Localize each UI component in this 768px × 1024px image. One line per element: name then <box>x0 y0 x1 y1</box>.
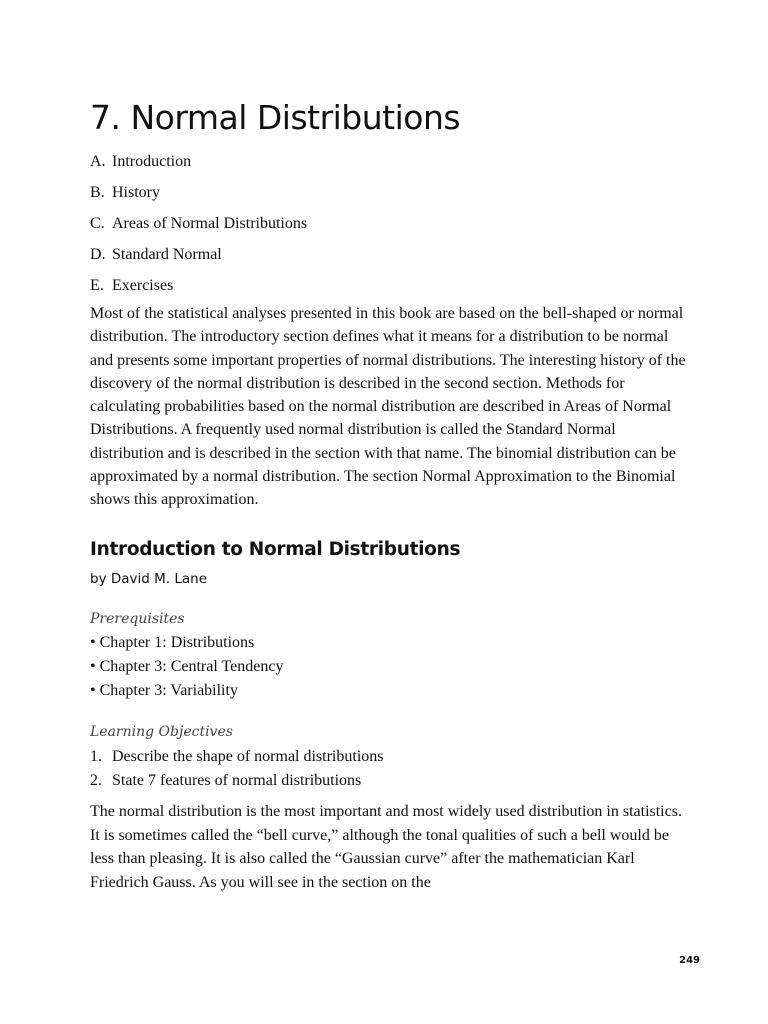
contents-item-label: History <box>112 184 160 201</box>
objective-text: State 7 features of normal distributions <box>112 772 362 789</box>
prerequisite-item: • Chapter 3: Central Tendency <box>90 658 284 675</box>
objective-item <box>90 769 384 793</box>
objective-number: 2. <box>90 772 102 789</box>
contents-item <box>90 212 307 243</box>
contents-item <box>90 181 307 212</box>
prerequisites-heading: Prerequisites <box>90 611 185 627</box>
section-body-paragraph: The normal distribution is the most important and most widely used distribution in statistics. It is sometimes called the “bell curve,” although the tonal qualities of such a bell would be less than pleasing. It is also called the “Gaussian curve” after the mathematician Karl Friedrich Gauss. As you will see in the section on the <box>90 803 682 891</box>
section-heading: Introduction to Normal Distributions <box>90 539 461 560</box>
contents-item <box>90 243 307 274</box>
chapter-title: 7. Normal Distributions <box>90 98 461 137</box>
chapter-contents-list <box>90 150 307 305</box>
chapter-intro-paragraph: Most of the statistical analyses presented in this book are based on the bell-shaped or normal distribution. The introductory section defines what it means for a distribution to be normal and presents some important properties of normal distributions. The interesting history of the discovery of the normal distribution is described in the second section. Methods for calculating probabilities based on the normal distribution are described in Areas of Normal Distributions. A frequently used normal distribution is called the Standard Normal distribution and is described in the section with that name. The binomial distribution can be approximated by a normal distribution. The section Normal Approximation to the Binomial shows this approximation. <box>90 305 686 509</box>
contents-item-letter: A. <box>90 153 106 170</box>
contents-item-letter: D. <box>90 246 106 263</box>
contents-item-letter: C. <box>90 215 105 232</box>
contents-item-letter: B. <box>90 184 105 201</box>
contents-item-label: Exercises <box>112 277 174 294</box>
contents-item-letter: E. <box>90 277 104 294</box>
contents-item <box>90 150 307 181</box>
prerequisites-list <box>90 631 283 703</box>
objective-number: 1. <box>90 748 102 765</box>
contents-item-label: Areas of Normal Distributions <box>112 215 308 232</box>
author-byline: by David M. Lane <box>90 571 208 587</box>
objective-item <box>90 745 384 769</box>
contents-item <box>90 274 307 305</box>
contents-item-label: Introduction <box>112 153 192 170</box>
learning-objectives-list <box>90 745 384 793</box>
objective-text: Describe the shape of normal distributions <box>112 748 384 765</box>
contents-item-label: Standard Normal <box>112 246 222 263</box>
learning-objectives-heading: Learning Objectives <box>90 724 233 740</box>
prerequisite-item: • Chapter 3: Variability <box>90 682 238 699</box>
prerequisite-item: • Chapter 1: Distributions <box>90 634 255 651</box>
page-number: 249 <box>679 955 700 966</box>
